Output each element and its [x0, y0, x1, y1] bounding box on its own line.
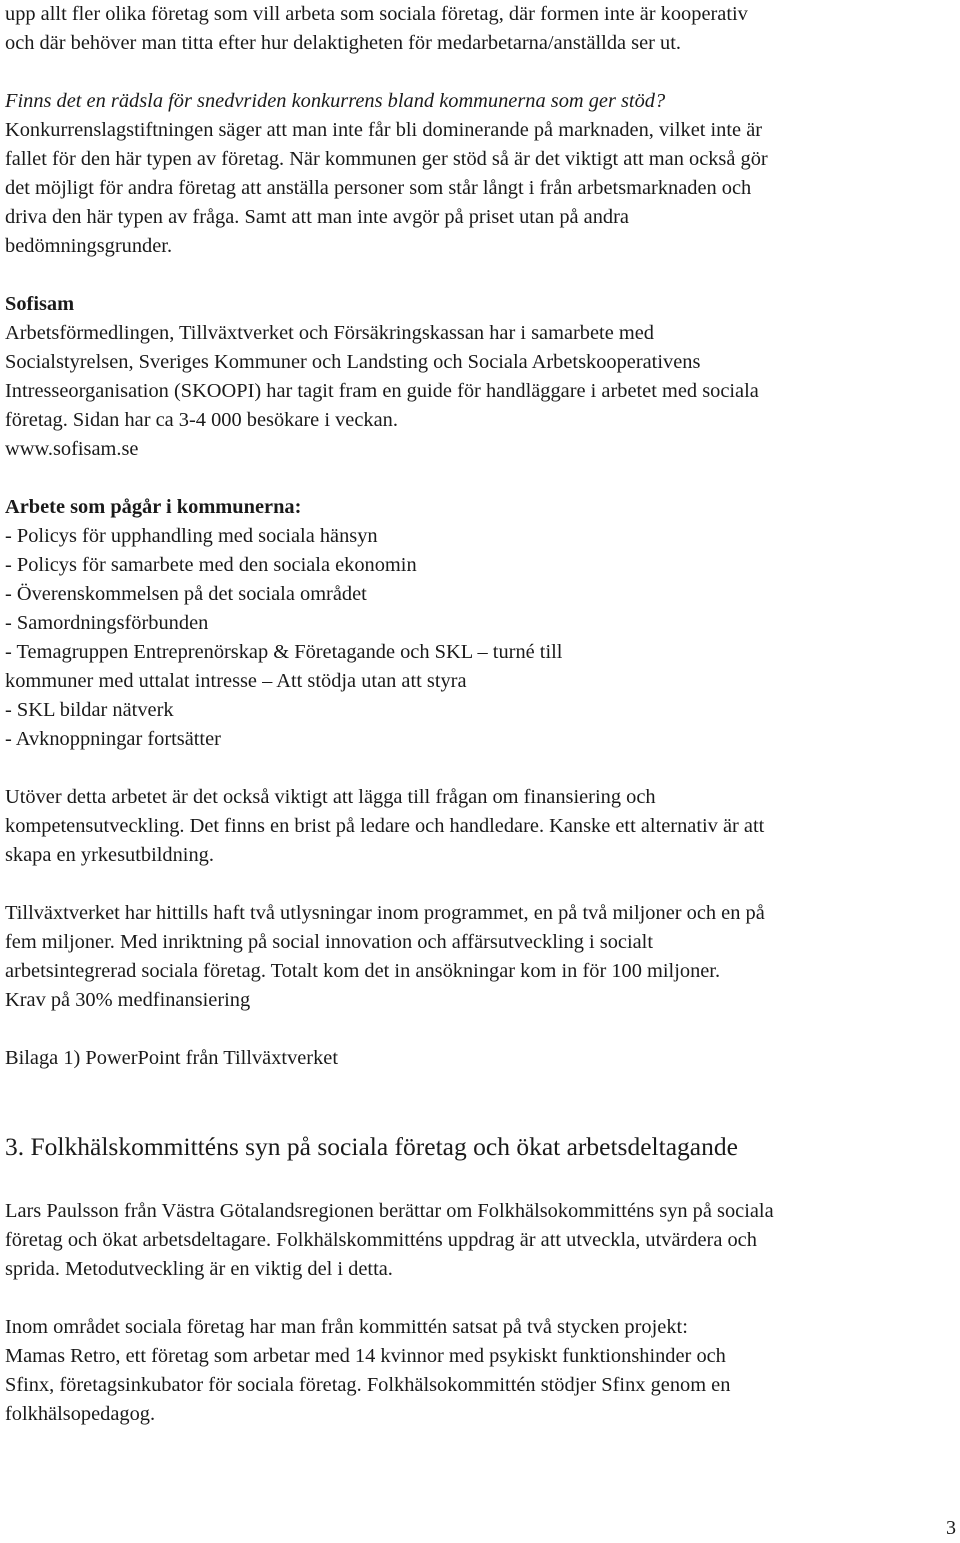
list-item: - Policys för samarbete med den sociala ekonomin: [5, 554, 417, 576]
text-line: Intresseorganisation (SKOOPI) har tagit fram en guide för handläggare i arbetet med sociala: [5, 380, 759, 402]
text-line: Konkurrenslagstiftningen säger att man inte får bli dominerande på marknaden, vilket inte är: [5, 119, 763, 141]
work-section: [5, 493, 955, 754]
intro-paragraph: [5, 0, 955, 58]
text-line: kompetensutveckling. Det finns en brist på ledare och handledare. Kanske ett alternativ är att: [5, 815, 765, 837]
text-line: det möjligt för andra företag att anställa personer som står långt i från arbetsmarknaden och: [5, 177, 752, 199]
text-line: Socialstyrelsen, Sveriges Kommuner och Landsting och Sociala Arbetskooperativens: [5, 351, 701, 373]
document-page: [5, 0, 955, 1429]
text-line: Arbetsförmedlingen, Tillväxtverket och Försäkringskassan har i samarbete med: [5, 322, 654, 344]
text-line: Mamas Retro, ett företag som arbetar med 14 kvinnor med psykiskt funktionshinder och: [5, 1345, 726, 1367]
list-item: - Temagruppen Entreprenörskap & Företagande och SKL – turné till: [5, 641, 563, 663]
text-line: och där behöver man titta efter hur delaktigheten för medarbetarna/anställda ser ut.: [5, 32, 681, 54]
section-heading: 3. Folkhälskommitténs syn på sociala företag och ökat arbetsdeltagande: [5, 1132, 738, 1161]
text-line: Inom området sociala företag har man från kommittén satsat på två stycken projekt:: [5, 1316, 688, 1338]
text-line: sprida. Metodutveckling är en viktig del i detta.: [5, 1258, 393, 1280]
text-line: folkhälsopedagog.: [5, 1403, 156, 1425]
list-item: - Avknoppningar fortsätter: [5, 728, 221, 750]
attachment-text: Bilaga 1) PowerPoint från Tillväxtverket: [5, 1047, 339, 1069]
list-item: - Samordningsförbunden: [5, 612, 209, 634]
tillvaxt-paragraph: [5, 899, 955, 1015]
text-line: upp allt fler olika företag som vill arbeta som sociala företag, där formen inte är kooperativ: [5, 3, 748, 25]
text-line: företag. Sidan har ca 3-4 000 besökare i veckan.: [5, 409, 398, 431]
text-line: Tillväxtverket har hittills haft två utlysningar inom programmet, en på två miljoner och en på: [5, 902, 765, 924]
text-line: Utöver detta arbetet är det också viktigt att lägga till frågan om finansiering och: [5, 786, 656, 808]
section3-paragraph-2: [5, 1313, 955, 1429]
work-title: Arbete som pågår i kommunerna:: [5, 496, 302, 518]
text-line: skapa en yrkesutbildning.: [5, 844, 214, 866]
text-line: Krav på 30% medfinansiering: [5, 989, 251, 1011]
sofisam-url: www.sofisam.se: [5, 438, 139, 460]
section3-paragraph-1: [5, 1197, 955, 1284]
competition-paragraph: [5, 87, 955, 261]
text-line: driva den här typen av fråga. Samt att man inte avgör på priset utan på andra: [5, 206, 629, 228]
competition-question: Finns det en rädsla för snedvriden konkurrens bland kommunerna som ger stöd?: [5, 90, 666, 112]
attachment-line: [5, 1044, 955, 1073]
text-line: Sfinx, företagsinkubator för sociala företag. Folkhälsokommittén stödjer Sfinx genom en: [5, 1374, 731, 1396]
text-line: fallet för den här typen av företag. När kommunen ger stöd så är det viktigt att man också gör: [5, 148, 768, 170]
list-item: - Policys för upphandling med sociala hänsyn: [5, 525, 378, 547]
sofisam-section: [5, 290, 955, 464]
text-line: fem miljoner. Med inriktning på social innovation och affärsutveckling i socialt: [5, 931, 654, 953]
text-line: Lars Paulsson från Västra Götalandsregionen berättar om Folkhälsokommitténs syn på sociala: [5, 1200, 774, 1222]
text-line: bedömningsgrunder.: [5, 235, 173, 257]
page-number: 3: [946, 1517, 956, 1539]
text-line: arbetsintegrerad sociala företag. Totalt kom det in ansökningar kom in för 100 miljoner.: [5, 960, 721, 982]
financing-paragraph: [5, 783, 955, 870]
list-item: - SKL bildar nätverk: [5, 699, 174, 721]
list-item: kommuner med uttalat intresse – Att stödja utan att styra: [5, 670, 467, 692]
sofisam-title: Sofisam: [5, 293, 75, 315]
text-line: företag och ökat arbetsdeltagare. Folkhälskommitténs uppdrag är att utveckla, utvärdera och: [5, 1229, 757, 1251]
list-item: - Överenskommelsen på det sociala området: [5, 583, 367, 605]
